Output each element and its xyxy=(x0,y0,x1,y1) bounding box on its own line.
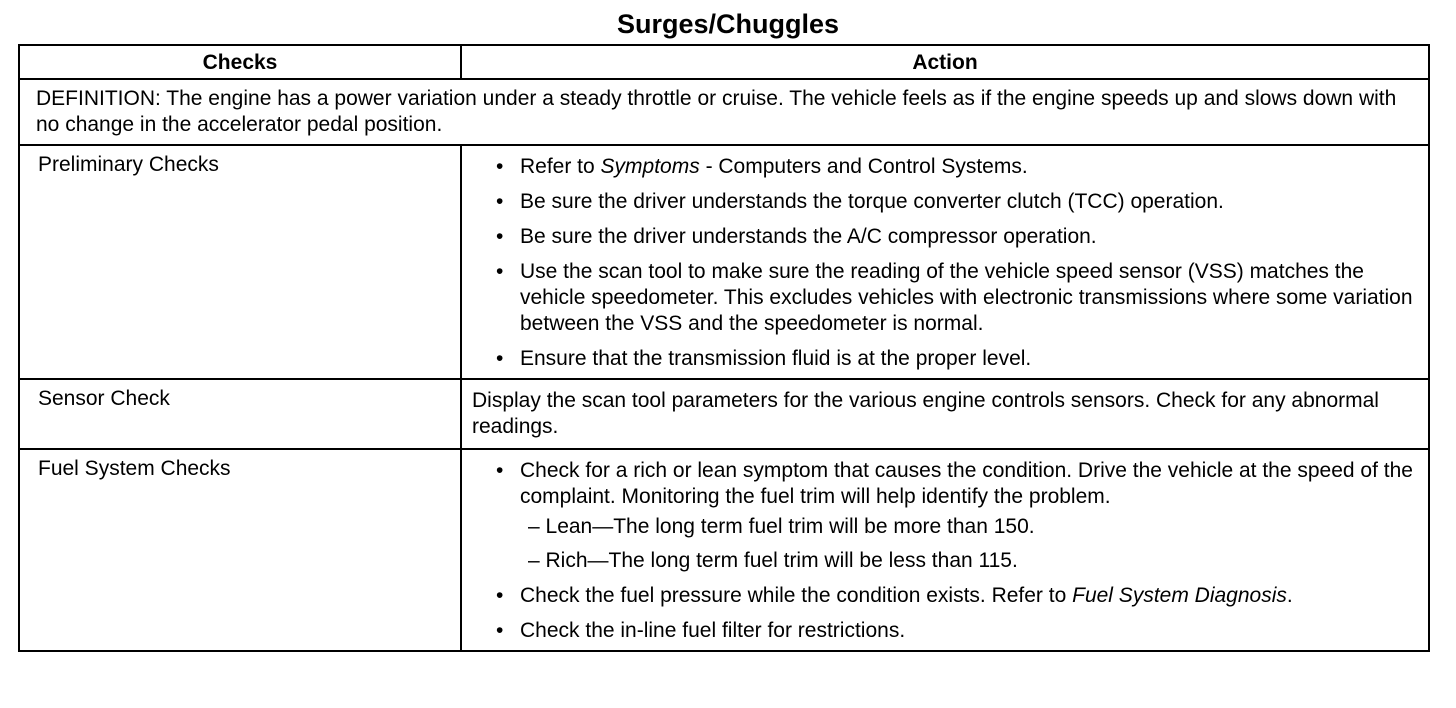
table-row xyxy=(19,449,1429,651)
page-title: Surges/Chuggles xyxy=(616,9,840,39)
action-cell xyxy=(461,379,1429,449)
bullet-icon: • xyxy=(496,155,504,178)
action-cell xyxy=(461,145,1429,379)
bullet-icon: • xyxy=(496,260,504,283)
item-italic-text: Fuel System Diagnosis xyxy=(1072,584,1287,607)
header-checks: Checks xyxy=(19,45,461,79)
sub-list-item: – Lean—The long term fuel trim will be more than 150. xyxy=(528,515,1035,538)
bullet-icon: • xyxy=(496,619,504,642)
item-text: Check the in-line fuel filter for restrictions. xyxy=(520,619,906,642)
action-cell xyxy=(461,449,1429,651)
list-item xyxy=(472,618,1416,644)
item-text: Use the scan tool to make sure the reading of the vehicle speed sensor (VSS) matches the vehicle speedometer. This excludes vehicles with electronic transmissions where some variation between the VSS and the speedometer is normal. xyxy=(520,260,1413,335)
list-item xyxy=(472,346,1416,372)
action-list xyxy=(472,154,1416,372)
item-text: Refer to xyxy=(520,155,601,178)
check-label: Preliminary Checks xyxy=(19,145,461,379)
item-text: Check for a rich or lean symptom that causes the condition. Drive the vehicle at the speed of the complaint. Monitoring the fuel trim will help identify the problem. xyxy=(520,459,1413,508)
bullet-icon: • xyxy=(496,190,504,213)
item-text: - Computers and Control Systems. xyxy=(699,155,1028,178)
list-item xyxy=(472,259,1416,337)
list-item xyxy=(472,154,1416,180)
definition-text: DEFINITION: The engine has a power variation under a steady throttle or cruise. The vehicle feels as if the engine speeds up and slows down with no change in the accelerator pedal position. xyxy=(19,79,1429,145)
table-row xyxy=(19,379,1429,449)
diagnosis-table xyxy=(18,44,1430,652)
item-italic-text: Symptoms xyxy=(600,155,700,178)
table-row xyxy=(19,145,1429,379)
item-text: Ensure that the transmission fluid is at the proper level. xyxy=(520,347,1032,370)
bullet-icon: • xyxy=(496,225,504,248)
action-text: Display the scan tool parameters for the various engine controls sensors. Check for any abnormal readings. xyxy=(472,389,1379,438)
list-item xyxy=(472,458,1416,574)
sub-list xyxy=(520,514,1416,574)
header-action: Action xyxy=(461,45,1429,79)
action-list xyxy=(472,458,1416,644)
bullet-icon: • xyxy=(496,459,504,482)
list-item xyxy=(472,189,1416,215)
item-text: Be sure the driver understands the A/C compressor operation. xyxy=(520,225,1097,248)
header-row xyxy=(19,45,1429,79)
definition-row xyxy=(19,79,1429,145)
item-text: Check the fuel pressure while the condition exists. Refer to xyxy=(520,584,1073,607)
bullet-icon: • xyxy=(496,347,504,370)
list-item xyxy=(472,583,1416,609)
sub-list-item: – Rich—The long term fuel trim will be less than 115. xyxy=(528,549,1018,572)
bullet-icon: • xyxy=(496,584,504,607)
item-text: . xyxy=(1286,584,1293,607)
item-text: Be sure the driver understands the torque converter clutch (TCC) operation. xyxy=(520,190,1224,213)
check-label: Fuel System Checks xyxy=(19,449,461,651)
list-item xyxy=(472,224,1416,250)
check-label: Sensor Check xyxy=(19,379,461,449)
